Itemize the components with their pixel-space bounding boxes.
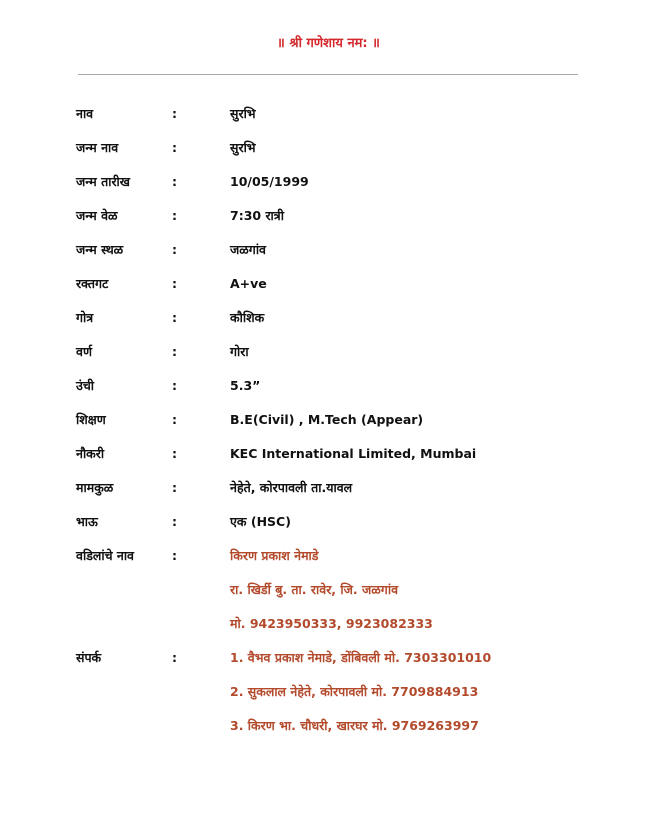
field-value: नेहेते, कोरपावली ता.यावल [230, 480, 353, 495]
field-value: B.E(Civil) , M.Tech (Appear) [230, 412, 424, 427]
field-value: जळगांव [230, 242, 267, 257]
field-colon: : [172, 548, 177, 563]
invocation-heading: ॥ श्री गणेशाय नम: ॥ [277, 36, 380, 51]
field-row-contact [0, 648, 657, 668]
father-address: रा. खिर्डी बु. ता. रावेर, जि. जळगांव [230, 582, 399, 597]
contact-entry: 2. सुकलाल नेहेते, कोरपावली मो. 7709884913 [230, 684, 479, 699]
field-row-job [0, 444, 657, 464]
field-colon: : [172, 242, 177, 257]
father-mobile: मो. 9423950333, 9923082333 [230, 616, 433, 631]
field-colon: : [172, 446, 177, 461]
field-colon: : [172, 208, 177, 223]
field-row-blood-group [0, 274, 657, 294]
field-label: नौकरी [76, 446, 105, 461]
field-row-birth-date [0, 172, 657, 192]
field-label: वर्ण [76, 344, 92, 359]
field-value: सुरभि [230, 140, 256, 155]
field-colon: : [172, 106, 177, 121]
contact-entry: 3. किरण भा. चौधरी, खारघर मो. 9769263997 [230, 718, 479, 733]
field-colon: : [172, 378, 177, 393]
field-label: जन्म नाव [76, 140, 119, 155]
contact-entry: 1. वैभव प्रकाश नेमाडे, डोंबिवली मो. 7303301010 [230, 650, 492, 665]
field-row-gotra [0, 308, 657, 328]
field-colon: : [172, 480, 177, 495]
field-value: कौशिक [230, 310, 265, 325]
field-value: सुरभि [230, 106, 256, 121]
field-label: जन्म तारीख [76, 174, 131, 189]
field-value: KEC International Limited, Mumbai [230, 446, 477, 461]
field-row-maternal-family [0, 478, 657, 498]
field-value: A+ve [230, 276, 267, 291]
field-value: एक (HSC) [230, 514, 291, 529]
field-label: मामकुळ [76, 480, 114, 495]
field-colon: : [172, 412, 177, 427]
field-row-name [0, 104, 657, 124]
father-name: किरण प्रकाश नेमाडे [230, 548, 319, 563]
field-colon: : [172, 276, 177, 291]
field-label: गोत्र [76, 310, 94, 325]
field-value: गोरा [230, 344, 249, 359]
father-label: वडिलांचे नाव [76, 548, 135, 563]
field-label: रक्तगट [76, 276, 109, 291]
field-label: जन्म स्थळ [76, 242, 124, 257]
field-row-brother [0, 512, 657, 532]
field-label: जन्म वेळ [76, 208, 118, 223]
field-colon: : [172, 310, 177, 325]
field-colon: : [172, 140, 177, 155]
field-row-height [0, 376, 657, 396]
field-colon: : [172, 514, 177, 529]
field-colon: : [172, 650, 177, 665]
field-label: शिक्षण [76, 412, 106, 427]
field-row-birth-name [0, 138, 657, 158]
field-value: 7:30 रात्री [230, 208, 284, 223]
field-label: भाऊ [76, 514, 98, 529]
field-row-complexion [0, 342, 657, 362]
field-row-father [0, 546, 657, 566]
field-label: उंची [76, 378, 95, 393]
header-divider [78, 74, 578, 75]
field-row-birth-place [0, 240, 657, 260]
field-label: नाव [76, 106, 94, 121]
contact-label: संपर्क [76, 650, 102, 665]
field-value: 5.3” [230, 378, 261, 393]
field-colon: : [172, 174, 177, 189]
field-colon: : [172, 344, 177, 359]
field-value: 10/05/1999 [230, 174, 309, 189]
field-row-education [0, 410, 657, 430]
field-row-birth-time [0, 206, 657, 226]
